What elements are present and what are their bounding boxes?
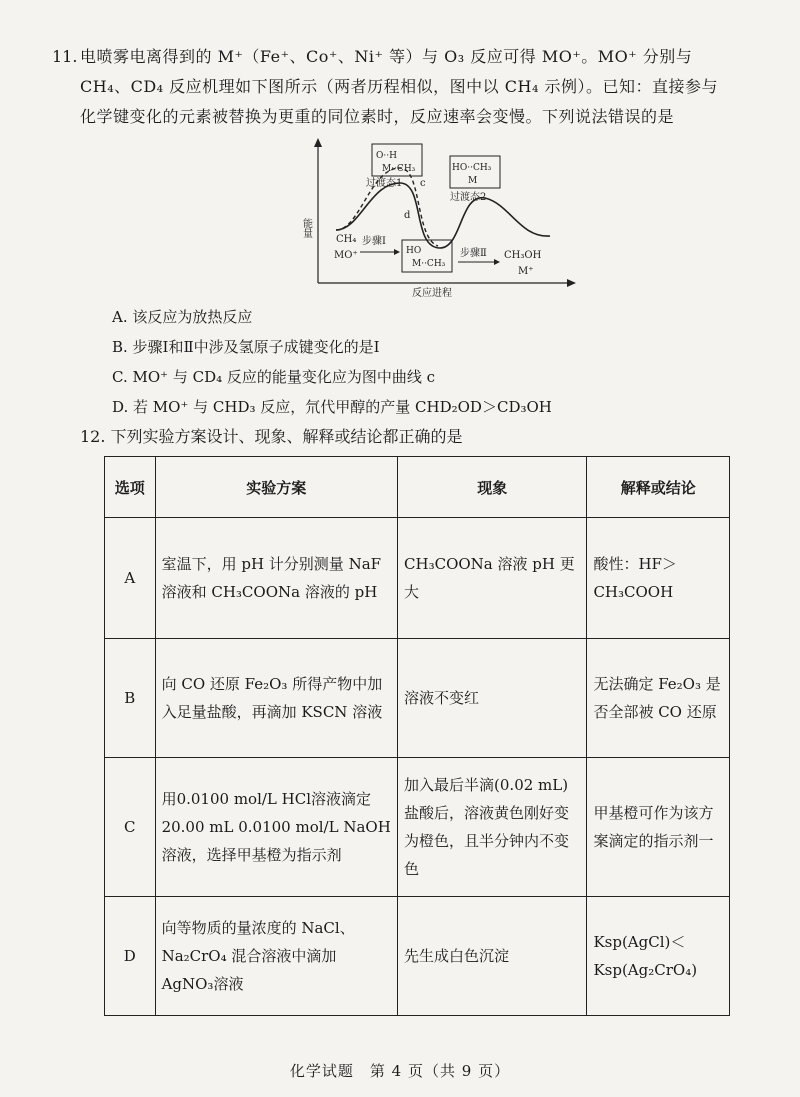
ts1-label: 过渡态1 (366, 178, 403, 189)
svg-text:M··CH₃: M··CH₃ (382, 164, 416, 174)
intermediate-atoms: HO (406, 246, 422, 256)
table-row[interactable] (105, 897, 730, 1016)
curve-d-label: d (404, 210, 411, 221)
row-phenomenon: 溶液不变红 (398, 639, 587, 758)
energy-diagram (300, 138, 580, 300)
table-row[interactable] (105, 639, 730, 758)
header-option: 选项 (105, 457, 156, 518)
q11-stem-line2: CH₄、CD₄ 反应机理如下图所示（两者历程相似，图中以 CH₄ 示例）。已知：直接参与 (80, 77, 718, 96)
ts2-label: 过渡态2 (450, 192, 487, 203)
y-axis-arrow (314, 138, 322, 147)
row-phenomenon: 加入最后半滴(0.02 mL)盐酸后，溶液黄色刚好变为橙色，且半分钟内不变色 (398, 758, 587, 897)
svg-text:M: M (468, 176, 478, 186)
q11-number: 11. (52, 47, 78, 66)
ts1-atoms: O··H (376, 151, 397, 161)
row-conclusion: 酸性：HF＞CH₃COOH (587, 518, 730, 639)
row-phenomenon: 先生成白色沉淀 (398, 897, 587, 1016)
x-axis-arrow (567, 279, 576, 287)
q11-stem-line1: 电喷雾电离得到的 M⁺（Fe⁺、Co⁺、Ni⁺ 等）与 O₃ 反应可得 MO⁺。MO⁺ 分别与 (80, 47, 693, 66)
q12-stem: 12. 下列实验方案设计、现象、解释或结论都正确的是 (80, 427, 463, 446)
row-scheme: 向等物质的量浓度的 NaCl、Na₂CrO₄ 混合溶液中滴加 AgNO₃溶液 (155, 897, 397, 1016)
q11-option-b[interactable]: B. 步骤Ⅰ和Ⅱ中涉及氢原子成键变化的是Ⅰ (112, 338, 380, 356)
experiment-table (104, 456, 730, 1016)
reactant-ch4: CH₄ (336, 234, 357, 245)
step1-label: 步骤Ⅰ (362, 236, 386, 247)
svg-text:M··CH₃: M··CH₃ (412, 259, 446, 269)
q11-option-a[interactable]: A. 该反应为放热反应 (112, 308, 253, 326)
header-phenomenon: 现象 (398, 457, 587, 518)
reactant-mo: MO⁺ (334, 250, 358, 261)
header-scheme: 实验方案 (155, 457, 397, 518)
table-row[interactable] (105, 758, 730, 897)
page-footer: 化学试题 第 4 页（共 9 页） (289, 1062, 511, 1080)
y-axis-label: 能量 (300, 218, 312, 238)
table-row[interactable] (105, 518, 730, 639)
q11-option-c[interactable]: C. MO⁺ 与 CD₄ 反应的能量变化应为图中曲线 c (112, 368, 436, 386)
row-option: B (105, 639, 156, 758)
header-conclusion: 解释或结论 (587, 457, 730, 518)
ts2-atoms: HO··CH₃ (452, 163, 492, 173)
product-ch3oh: CH₃OH (504, 250, 542, 261)
row-conclusion: 甲基橙可作为该方案滴定的指示剂一 (587, 758, 730, 897)
row-option: D (105, 897, 156, 1016)
x-axis-label: 反应进程 (412, 288, 452, 299)
row-conclusion: Ksp(AgCl)＜Ksp(Ag₂CrO₄) (587, 897, 730, 1016)
q11-options (112, 302, 732, 422)
question-11 (80, 42, 740, 132)
step2-label: 步骤Ⅱ (460, 248, 487, 259)
product-m: M⁺ (518, 266, 534, 277)
q11-stem-line3: 化学键变化的元素被替换为更重的同位素时，反应速率会变慢。下列说法错误的是 (80, 107, 675, 126)
row-option: C (105, 758, 156, 897)
row-phenomenon: CH₃COONa 溶液 pH 更大 (398, 518, 587, 639)
row-scheme: 室温下，用 pH 计分别测量 NaF 溶液和 CH₃COONa 溶液的 pH (155, 518, 397, 639)
row-scheme: 用0.0100 mol/L HCl溶液滴定 20.00 mL 0.0100 mol/L NaOH 溶液，选择甲基橙为指示剂 (155, 758, 397, 897)
row-conclusion: 无法确定 Fe₂O₃ 是否全部被 CO 还原 (587, 639, 730, 758)
row-option: A (105, 518, 156, 639)
table-header-row (105, 457, 730, 518)
curve-c-label: c (420, 178, 426, 189)
row-scheme: 向 CO 还原 Fe₂O₃ 所得产物中加入足量盐酸，再滴加 KSCN 溶液 (155, 639, 397, 758)
q11-option-d[interactable]: D. 若 MO⁺ 与 CHD₃ 反应，氘代甲醇的产量 CHD₂OD＞CD₃OH (112, 398, 552, 416)
